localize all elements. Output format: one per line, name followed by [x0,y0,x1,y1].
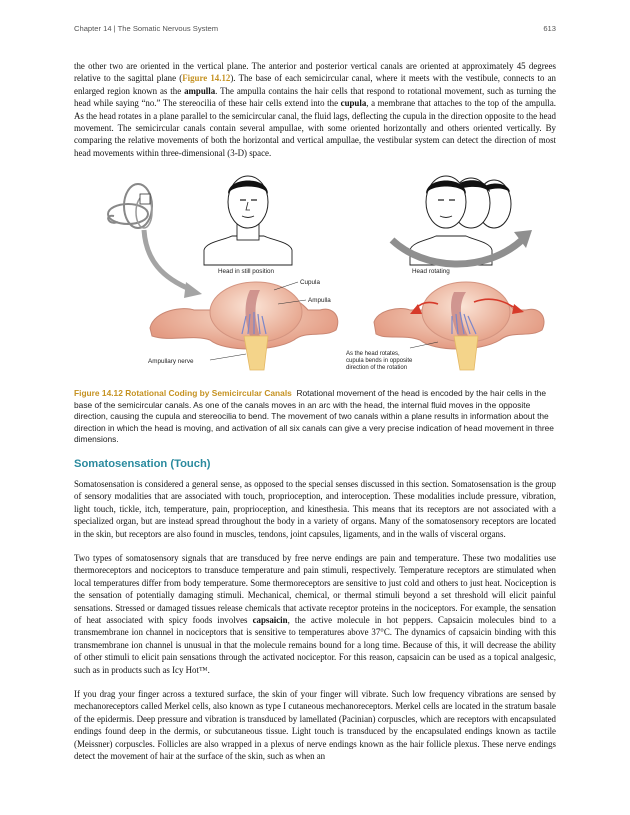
head-still-illustration [204,176,292,265]
label-head-rotating: Head rotating [412,268,450,275]
zoom-arrowhead [184,282,202,298]
inner-ear-illustration [108,184,152,228]
section-heading-somatosensation: Somatosensation (Touch) [74,458,211,470]
page-number: 613 [543,24,556,33]
zoom-arrow [144,230,192,290]
label-ampullary-nerve: Ampullary nerve [148,358,194,365]
chapter-title: Chapter 14 | The Somatic Nervous System [74,24,219,33]
term-cupula: cupula [340,98,367,109]
label-cupula: Cupula [300,279,320,286]
intro-text-1: the other two are oriented in the vertical plane. The anterior and posterior vertical canals are oriented at approximately 45 degrees relative to the sagittal plane ( [74,61,556,84]
figure-rotational-coding [74,170,556,380]
label-rotation-line-2: cupula bends in opposite [346,358,413,364]
head-rotating-illustration [410,176,511,265]
paragraph-somatosensation: Somatosensation is considered a general sense, as opposed to the special senses discussed in this section. Somatosensation is the group of sensory modalities that are associated with touch, proprioception, and interoception. These modalities include pressure, vibration, light touch, tickle, itch, temperature, pain, proprioception, and kinesthesia. This means that its receptors are not associated with a specialized organ, but are instead spread throughout the body in a variety of organs. Many of the somatosensory receptors are located in the skin, but receptors are also found in muscles, tendons, joint capsules, ligaments, and in the walls of visceral organs. [74,479,556,539]
intro-text-3: . The ampulla contains the hair cells that respond to rotational movement, such as turning the head while saying “no.” The stereocilia of these hair cells extend into the [74,85,556,109]
paragraph-pain-temperature [74,552,556,676]
paragraph-mechanoreceptors: If you drag your finger across a textured surface, the skin of your finger will vibrate. Such low frequency vibrations are sensed by mechanoreceptors called Merkel cells, also known as type I cutaneous mechanoreceptors. Merkel cells are located in the stratum basale of the epidermis. Deep pressure and vibration is transduced by lamellated (Pacinian) corpuscles, which are receptors with encapsulated endings found deep in the dermis, or subcutaneous tissue. Light touch is transduced by the encapsulated endings known as tactile (Meissner) corpuscles. Follicles are also wrapped in a plexus of nerve endings known as the hair follicle plexus. These nerve endings detect the movement of hair at the surface of the skin, such as when an [74,689,556,762]
figure-14-12-link[interactable]: Figure 14.12 [182,73,231,84]
caption-label: Figure 14.12 Rotational Coding by Semicircular Canals [74,388,292,398]
label-head-still: Head in still position [218,268,275,275]
intro-text-4: , a membrane that attaches to the top of the ampulla. As the head rotates in a plane parallel to the semicircular canal, the fluid lags, deflecting the cupula in the direction opposite to the head movement. The semicircular canals contain several ampullae, with some oriented horizontally and others oriented vertically. By comparing the relative movements of both the horizontal and vertical ampullae, the vestibular system can detect the direction of most head movements within three-dimensional (3-D) space. [74,98,556,158]
label-ampulla: Ampulla [308,297,331,304]
ampulla-still-illustration [150,282,338,370]
term-ampulla: ampulla [184,85,216,96]
intro-paragraph [74,60,556,159]
caption-text: Rotational movement of the head is encoded by the hair cells in the base of the semicircular canals. As one of the canals moves in an arc with the head, the internal fluid moves in the opposite direction, causing the cupula and stereocilia to bend. The movement of two canals within a plane results in information about the direction in which the head is moving, and activation of all six canals can give a very precise indication of head movement in three dimensions. [74,388,554,445]
term-capsaicin: capsaicin [252,615,288,626]
para3-text-1: Two types of somatosensory signals that are transduced by free nerve endings are pain and temperature. These two modalities use thermoreceptors and nociceptors to transduce temperature and pain stimuli, respectively. Temperature receptors are stimulated when local temperatures differ from body temperature. Some thermoreceptors are sensitive to just cold and others to just heat. Nociception is the sensation of potentially damaging stimuli. Mechanical, chemical, or thermal stimuli beyond a set threshold will elicit painful sensations. Stressed or damaged tissues release chemicals that activate receptor proteins in the nociceptors. For example, the sensation of heat associated with spicy foods involves [74,553,556,626]
intro-text-2: ). The base of each semicircular canal, where it meets with the vestibule, connects to an enlarged region known as the [74,73,556,96]
figure-caption [74,388,556,446]
label-rotation-line-3: direction of the rotation [346,365,408,371]
label-rotation-line-1: As the head rotates, [346,351,400,357]
para3-text-2: , the active molecule in hot peppers. Capsaicin molecules bind to a transmembrane ion channel in nociceptors that is sensitive to temperatures above 37°C. The dynamics of capsaicin binding with this transmembrane ion channel is unusual in that the molecule remains bound for a long time. Because of this, it will decrease the ability of other stimuli to elicit pain sensations through the activated nociceptor. For this reason, capsaicin can be used as a topical analgesic, such as in products such as Icy Hot™. [74,615,556,675]
